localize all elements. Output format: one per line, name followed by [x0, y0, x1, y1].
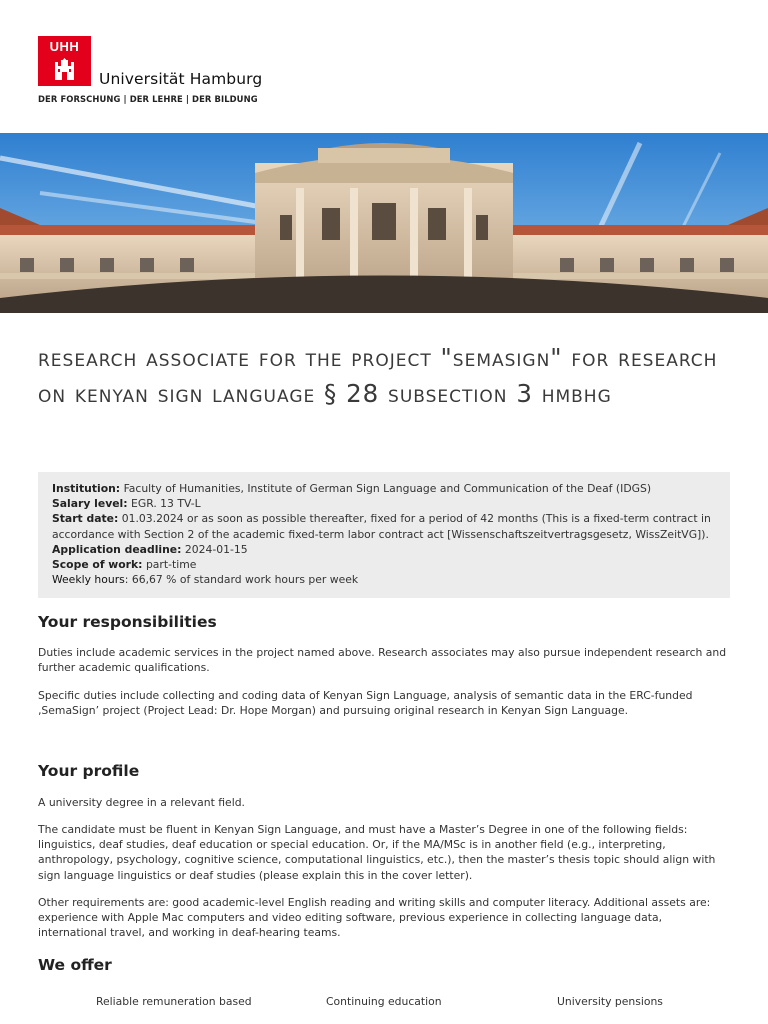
hours-value: : 66,67 % of standard work hours per week [124, 573, 359, 587]
institution-label: Institution: [52, 482, 121, 495]
responsibilities-heading: Your responsibilities [38, 613, 217, 631]
deadline-value: 2024-01-15 [184, 542, 248, 556]
offer-item-remuneration: Reliable remuneration based [96, 995, 252, 1008]
hours-label: Weekly hours [52, 573, 125, 587]
offer-item-pensions: University pensions [557, 995, 663, 1008]
start-date-label: Start date: [52, 512, 119, 526]
scope-value: part-time [145, 558, 197, 572]
salary-row [52, 496, 716, 511]
university-tagline: DER FORSCHUNG | DER LEHRE | DER BILDUNG [38, 94, 258, 104]
uhh-logo[interactable] [38, 36, 91, 86]
start-date-value: 01.03.2024 or as soon as possible thereafter, fixed for a period of 42 months (This is a fixed-term contract in accordance with Section 2 of the academic fixed-term labor contract act [Wissenschaftszeitvertragsgesetz, WissZeitVG]). [52, 512, 711, 541]
page-header [0, 0, 768, 133]
job-info-box [38, 472, 730, 598]
deadline-row [52, 542, 716, 557]
university-name: Universität Hamburg [99, 70, 263, 88]
responsibilities-paragraph-2: Specific duties include collecting and coding data of Kenyan Sign Language, analysis of semantic data in the ERC-funded ‚SemaSign’ project (Project Lead: Dr. Hope Morgan) and pursuing original research in Kenyan Sign Language. [38, 689, 693, 718]
institution-row [52, 481, 716, 496]
profile-paragraph-1: A university degree in a relevant field. [38, 796, 245, 809]
scope-row [52, 557, 716, 572]
profile-paragraph-2: The candidate must be fluent in Kenyan Sign Language, and must have a Master’s Degree in one of the following fields: linguistics, deaf studies, deaf education or special education. Or, if the MA/MSc is in another field (e.g., interpreting, anthropology, psychology, cognitive science, computational linguistics, etc.), then the master’s thesis topic should align with sign language linguistics or deaf studies (please explain this in the cover letter). [38, 823, 716, 882]
job-title: research associate for the project "semasign" for research on kenyan sign language § 28 subsection 3 hmbhg [38, 343, 718, 408]
deadline-label: Application deadline: [52, 542, 182, 556]
logo-text: UHH [49, 39, 80, 54]
institution-value: Faculty of Humanities, Institute of German Sign Language and Communication of the Deaf (IDGS) [123, 482, 652, 495]
start-date-row [52, 511, 716, 541]
hours-row [52, 572, 716, 587]
salary-label: Salary level: [52, 497, 128, 511]
university-building-photo [0, 133, 768, 313]
castle-icon [52, 58, 77, 82]
scope-label: Scope of work: [52, 558, 143, 572]
offer-heading: We offer [38, 956, 112, 974]
responsibilities-paragraph-1: Duties include academic services in the project named above. Research associates may also pursue independent research and further academic qualifications. [38, 646, 727, 675]
hero-image [0, 133, 768, 313]
profile-heading: Your profile [38, 762, 140, 780]
salary-value: EGR. 13 TV-L [131, 497, 201, 511]
profile-paragraph-3: Other requirements are: good academic-level English reading and writing skills and computer literacy. Additional assets are: experience with Apple Mac computers and video editing software, previous experience in collecting language data, international travel, and working in deaf-hearing teams. [38, 896, 711, 940]
offer-item-education: Continuing education [326, 995, 442, 1008]
